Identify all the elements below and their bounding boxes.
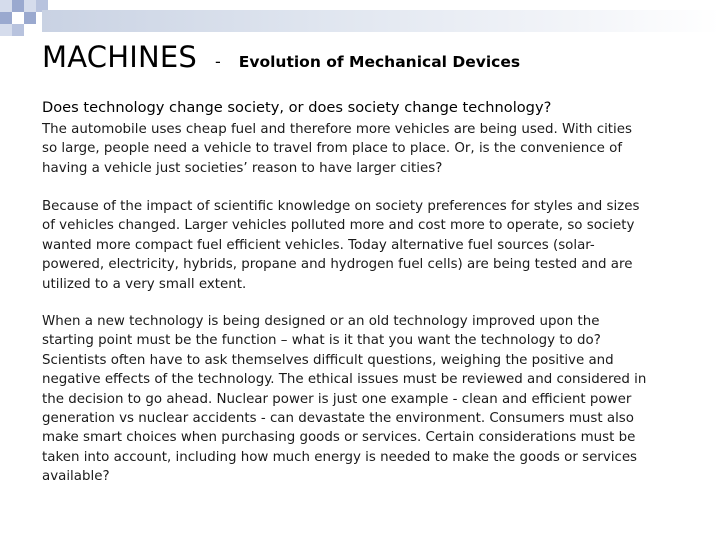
paragraph-line: utilized to a very small extent. [42, 276, 247, 292]
slide-subtitle: Evolution of Mechanical Devices [238, 53, 521, 71]
paragraph-line: the decision to go ahead. Nuclear power is just one example - clean and efficient power [42, 391, 632, 407]
paragraph-line: Because of the impact of scientific knowledge on society preferences for styles and sizes [42, 199, 640, 214]
paragraph-line: so large, people need a vehicle to travel from place to place. Or, is the convenience of [42, 141, 623, 157]
paragraph-line: wanted more compact fuel efficient vehicles. Today alternative fuel sources (solar- [42, 237, 595, 253]
paragraph-line: Scientists often have to ask themselves difficult questions, weighing the positive and [42, 352, 614, 368]
checker-square [24, 0, 36, 12]
title-separator: - [214, 52, 221, 71]
paragraph-line: of vehicles changed. Larger vehicles polluted more and cost more to operate, so society [42, 218, 635, 234]
checker-square [12, 0, 24, 12]
paragraph-line: powered, electricity, hybrids, propane and hydrogen fuel cells) are being tested and are [42, 257, 633, 273]
paragraph-new-technology [42, 312, 687, 487]
checker-square [12, 24, 24, 36]
paragraph-automobile [42, 120, 687, 178]
paragraph-line: available? [42, 469, 110, 485]
lead-question: Does technology change society, or does society change technology? [42, 99, 552, 116]
paragraph-line: make smart choices when purchasing goods or services. Certain considerations must be [42, 430, 636, 446]
slide-title-row [42, 40, 520, 80]
paragraph-line: having a vehicle just societies’ reason to have larger cities? [42, 160, 443, 176]
paragraph-line: The automobile uses cheap fuel and therefore more vehicles are being used. With cities [42, 122, 632, 137]
paragraph-line: starting point must be the function – what is it that you want the technology to do? [42, 333, 601, 349]
paragraph-line: When a new technology is being designed or an old technology improved upon the [42, 314, 600, 329]
paragraph-line: generation vs nuclear accidents - can devastate the environment. Consumers must also [42, 411, 634, 427]
paragraph-line: taken into account, including how much energy is needed to make the goods or services [42, 449, 638, 465]
checker-square [12, 12, 24, 24]
slide-title: MACHINES [42, 40, 197, 74]
header-gradient-bar [42, 10, 720, 32]
checker-square [0, 24, 12, 36]
checker-square [24, 12, 36, 24]
checker-square [0, 0, 12, 12]
paragraph-line: negative effects of the technology. The ethical issues must be reviewed and considered in [42, 372, 647, 388]
checker-square [0, 12, 12, 24]
paragraph-scientific-impact [42, 197, 687, 294]
